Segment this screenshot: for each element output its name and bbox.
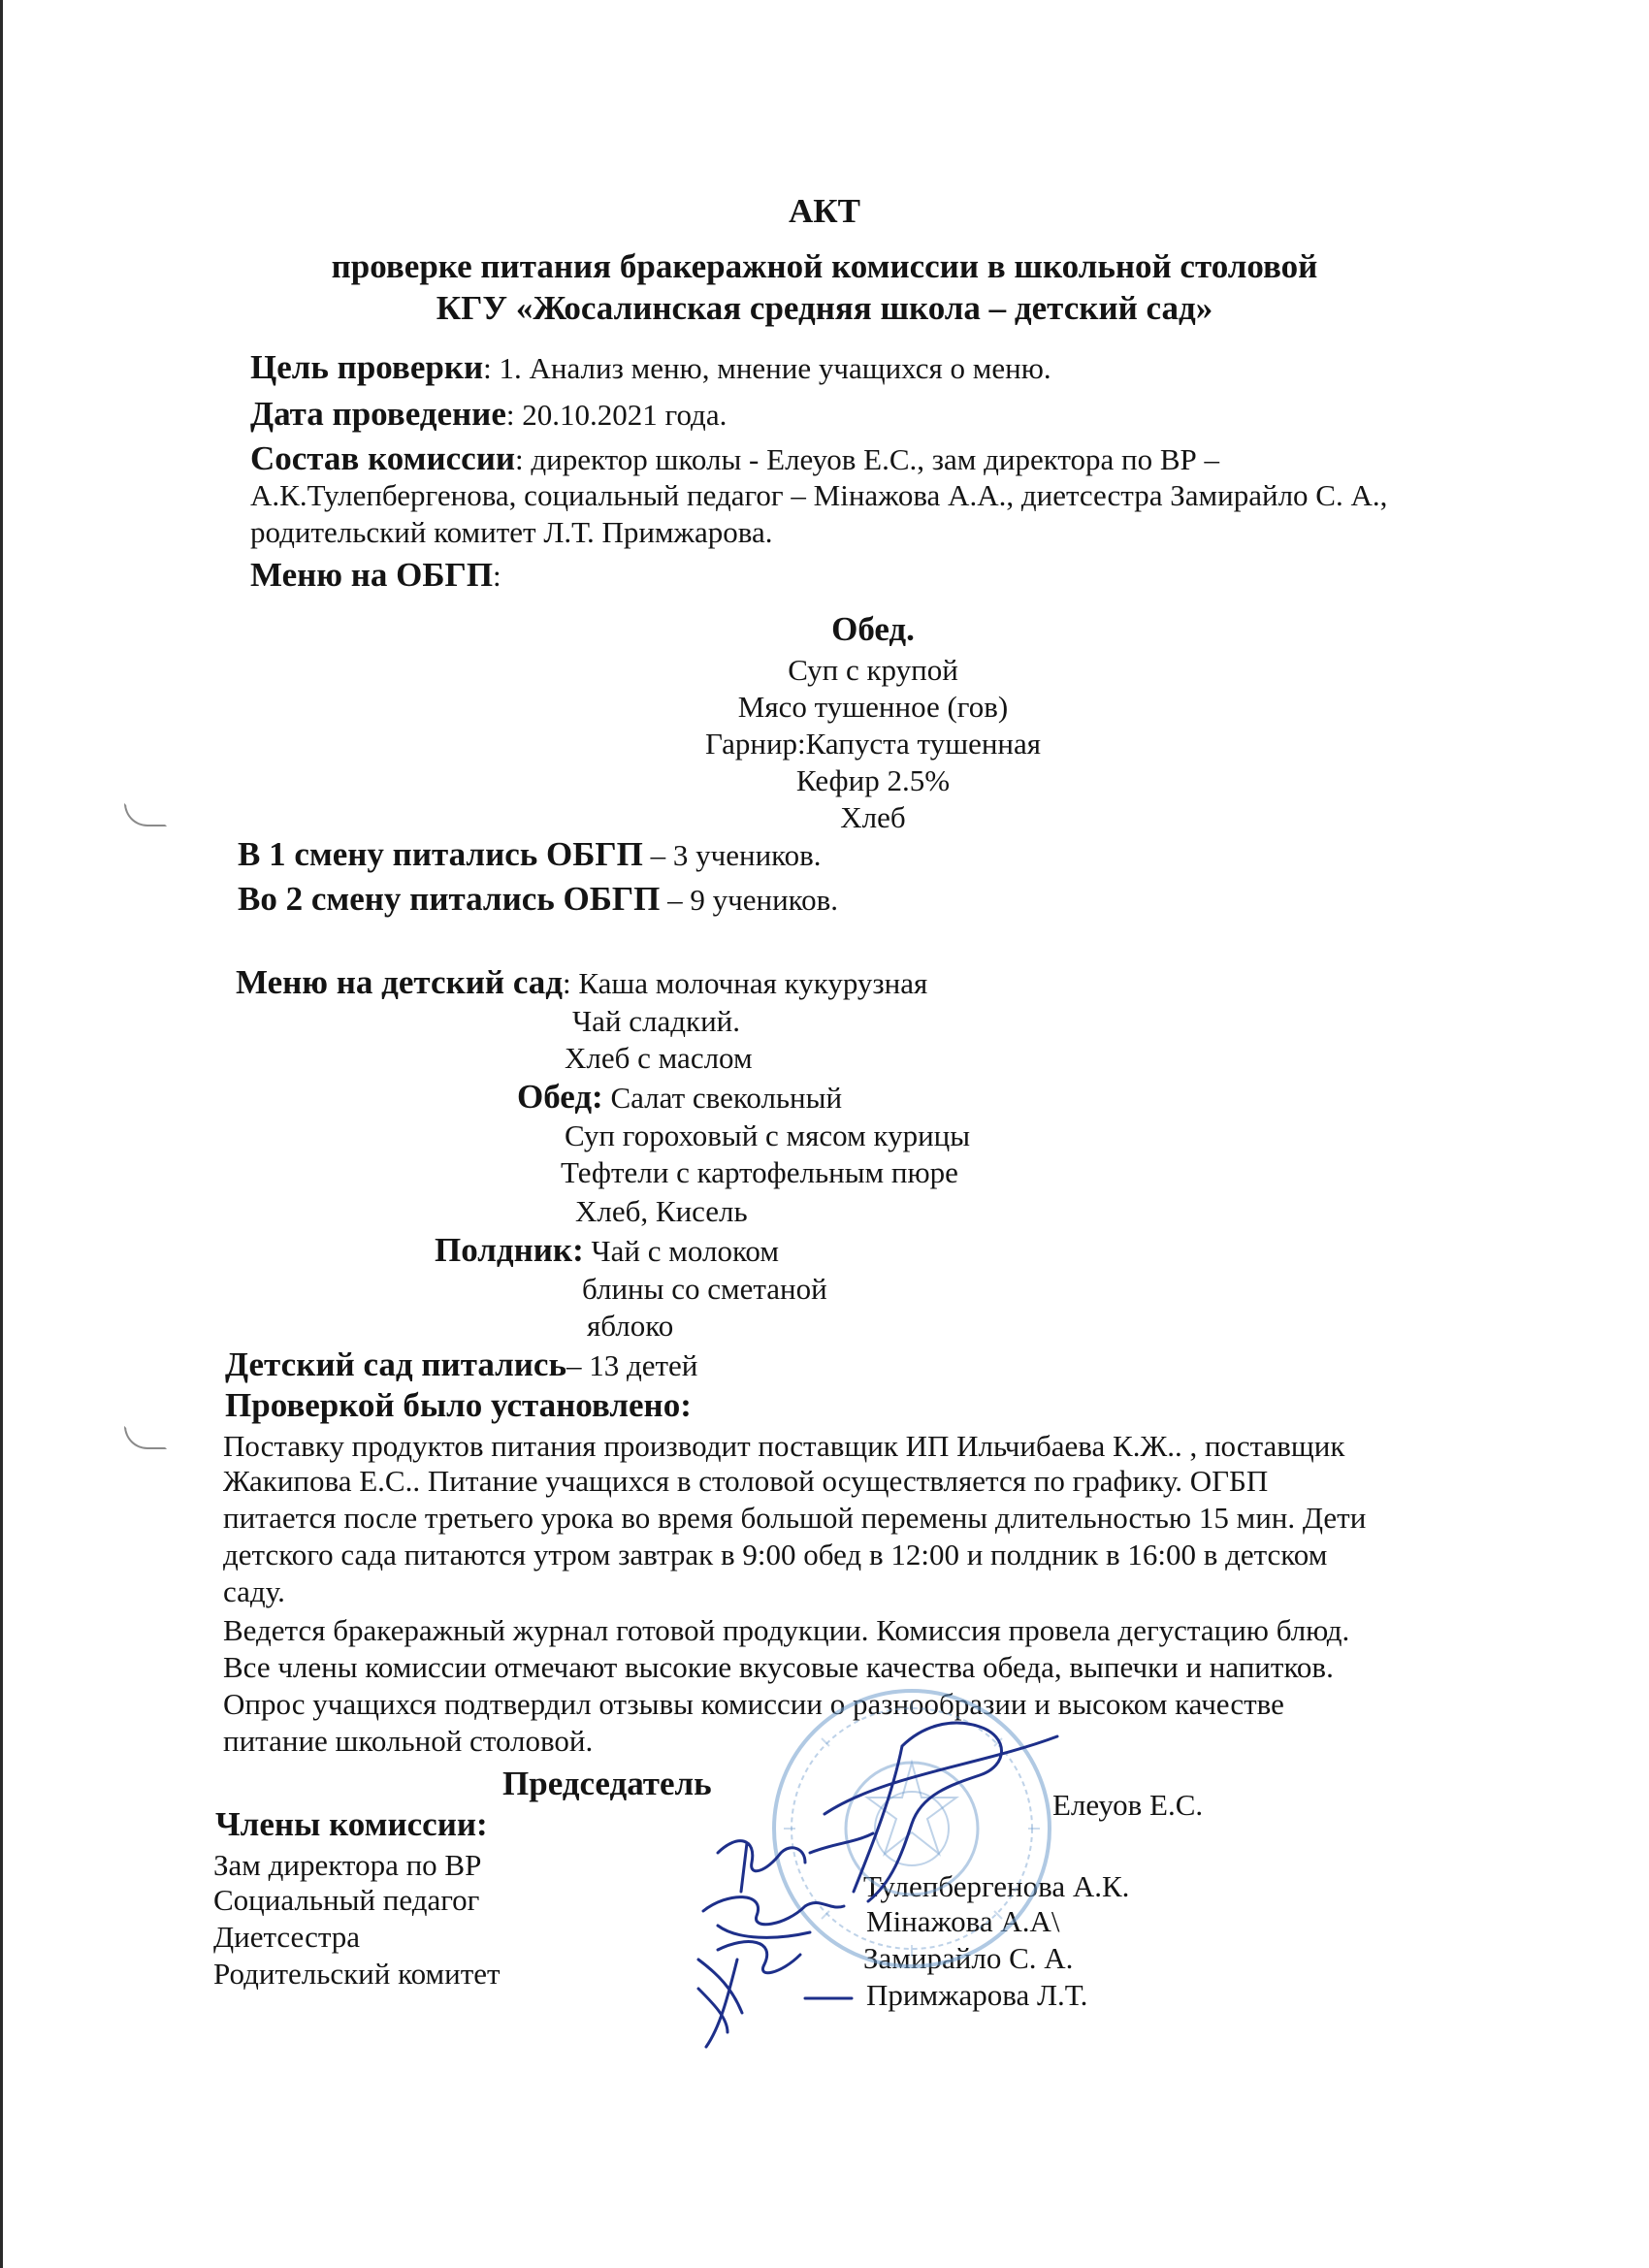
- purpose-line: [250, 349, 1051, 387]
- member-name: Замирайло С. А.: [863, 1941, 1074, 1975]
- kindergarten-count-line: [225, 1346, 697, 1384]
- ogbp-lunch-heading: Обед.: [831, 610, 915, 648]
- menu-item: Хлеб: [840, 800, 906, 834]
- breakfast-item: Хлеб с маслом: [565, 1041, 753, 1075]
- members-label: Члены комиссии:: [215, 1805, 488, 1843]
- snack-item: блины со сметаной: [582, 1272, 827, 1306]
- member-name: Тулепбергенова А.К.: [863, 1869, 1130, 1903]
- snack-item: Чай с молоком: [583, 1234, 779, 1268]
- shift2-value: – 9 учеников.: [660, 883, 839, 917]
- member-name: Мінажова А.А\: [866, 1904, 1060, 1938]
- breakfast-item: Чай сладкий.: [572, 1004, 740, 1038]
- date-label: Дата проведение: [250, 395, 506, 433]
- findings-heading: Проверкой было установлено:: [225, 1386, 692, 1424]
- findings-line: детского сада питаются утром завтрак в 9:00 обед в 12:00 и полдник в 16:00 в детском: [223, 1538, 1328, 1571]
- kg-lunch-label: Обед:: [517, 1078, 603, 1116]
- menu-item: Гарнир:Капуста тушенная: [704, 727, 1042, 761]
- member-role: Зам директора по ВР: [213, 1848, 482, 1882]
- lunch-item: Тефтели с картофельным пюре: [561, 1155, 958, 1189]
- shift1-value: – 3 учеников.: [642, 838, 822, 872]
- kg-lunch-line: [517, 1079, 842, 1117]
- date-value: : 20.10.2021 года.: [505, 398, 728, 432]
- shift1-line: [238, 836, 822, 874]
- chair-name: Елеуов Е.С.: [1052, 1788, 1204, 1822]
- menu-item: Мясо тушенное (гов): [737, 690, 1009, 724]
- findings-line: Жакипова Е.С.. Питание учащихся в столовой осуществляется по графику. ОГБП: [223, 1464, 1269, 1498]
- ogbp-menu-line: [250, 557, 501, 595]
- ogbp-menu-colon: :: [493, 559, 501, 593]
- findings-line: Поставку продуктов питания производит поставщик ИП Ильчибаева К.Ж.. , поставщик: [223, 1429, 1345, 1463]
- findings-line: Все члены комиссии отмечают высокие вкусовые качества обеда, выпечки и напитков.: [223, 1650, 1334, 1684]
- kg-snack-label: Полдник:: [435, 1231, 584, 1269]
- shift2-line: [238, 881, 838, 919]
- purpose-label: Цель проверки: [250, 348, 484, 386]
- lunch-item: Салат свекольный: [602, 1081, 843, 1115]
- commission-line: [250, 440, 1219, 478]
- lunch-item: Хлеб, Кисель: [575, 1194, 748, 1228]
- kindergarten-menu-label: Меню на детский сад: [236, 963, 563, 1001]
- member-role: Диетсестра: [213, 1920, 361, 1954]
- commission-text-1: : директор школы - Елеуов Е.С., зам директора по ВР –: [515, 442, 1220, 476]
- chair-label: Председатель: [502, 1765, 712, 1802]
- findings-line: Опрос учащихся подтвердил отзывы комиссии о разнообразии и высоком качестве: [223, 1687, 1284, 1721]
- findings-line: питание школьной столовой.: [223, 1724, 594, 1758]
- member-role: Социальный педагог: [213, 1883, 480, 1917]
- findings-line: Ведется бракеражный журнал готовой продукции. Комиссия провела дегустацию блюд.: [223, 1613, 1350, 1647]
- commission-label: Состав комиссии: [250, 439, 516, 477]
- snack-item: яблоко: [587, 1309, 674, 1343]
- doc-subtitle-school: КГУ «Жосалинская средняя школа – детский сад»: [436, 289, 1213, 327]
- handwritten-signatures: [660, 1707, 1077, 2057]
- kindergarten-menu-line: [236, 964, 927, 1002]
- date-line: [250, 396, 727, 434]
- purpose-value: : 1. Анализ меню, мнение учащихся о меню.: [483, 351, 1051, 385]
- lunch-item: Суп гороховый с мясом курицы: [565, 1118, 971, 1152]
- findings-line: саду.: [223, 1574, 285, 1608]
- member-name: Примжарова Л.Т.: [866, 1978, 1088, 2012]
- kindergarten-count-label: Детский сад питались: [225, 1345, 566, 1383]
- member-role: Родительский комитет: [213, 1957, 501, 1991]
- menu-item: Суп с крупой: [788, 653, 958, 687]
- doc-title: АКТ: [789, 192, 860, 230]
- breakfast-item: : Каша молочная кукурузная: [563, 966, 928, 1000]
- shift2-label: Во 2 смену питались ОБГП: [238, 880, 661, 918]
- ogbp-menu-label: Меню на ОБГП: [250, 556, 494, 594]
- kindergarten-count-value: – 13 детей: [566, 1348, 698, 1382]
- commission-text-3: родительский комитет Л.Т. Примжарова.: [250, 515, 773, 549]
- commission-text-2: А.К.Тулепбергенова, социальный педагог – Мінажова А.А., диетсестра Замирайло С. А.,: [250, 478, 1388, 512]
- doc-subtitle: проверке питания бракеражной комиссии в школьной столовой: [331, 247, 1318, 285]
- shift1-label: В 1 смену питались ОБГП: [238, 835, 643, 873]
- kg-snack-line: [435, 1232, 779, 1270]
- findings-line: питается после третьего урока во время большой перемены длительностью 15 мин. Дети: [223, 1501, 1367, 1535]
- menu-item: Кефир 2.5%: [795, 763, 951, 797]
